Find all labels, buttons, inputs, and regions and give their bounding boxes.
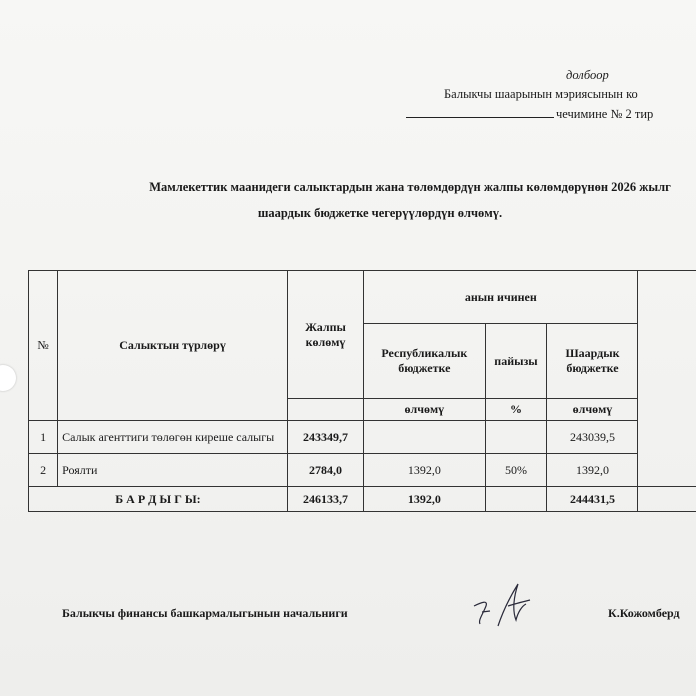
row-total: 243349,7 [287,421,363,454]
deductions-table [28,270,696,512]
row-no: 1 [29,421,58,454]
header-total-volume: Жалпы көлөмү [287,271,363,399]
punch-hole [0,365,16,391]
decision-date-blank [406,107,554,118]
signatory-position: Балыкчы финансы башкармалыгынын начальниги [62,606,348,620]
row-republic: 1392,0 [364,454,485,487]
approval-line-3 [406,105,696,124]
header-no: № [29,271,58,421]
document-title [0,175,696,226]
row-city: 243039,5 [547,421,638,454]
header-unit-amount-2: өлчөмү [547,399,638,421]
approval-block [406,66,696,124]
header-unit-percent: % [485,399,547,421]
table-row [29,421,696,454]
row-total: 2784,0 [287,454,363,487]
total-republic: 1392,0 [364,487,485,512]
approval-line-2: Балыкчы шаарынын мэриясынын ко [444,87,638,102]
total-percent [485,487,547,512]
header-tax-type: Салыктын түрлөрү [58,271,288,421]
handwritten-signature [468,576,538,636]
total-label: Б А Р Д Ы Г Ы: [29,487,288,512]
row-percent: 50% [485,454,547,487]
header-share: пайызы [485,324,547,399]
total-city: 244431,5 [547,487,638,512]
table-total-row [29,487,696,512]
row-percent [485,421,547,454]
row-type: Салык агенттиги төлөгөн киреше салыгы [58,421,288,454]
approval-line-3-text: чечимине № 2 тир [556,106,654,121]
table-row [29,454,696,487]
total-volume: 246133,7 [287,487,363,512]
cut-off-column [638,271,696,487]
row-type: Роялти [58,454,288,487]
total-cut-off [638,487,696,512]
title-line-1: Мамлекеттик маанидеги салыктардын жана төлөмдөрдүн жалпы көлөмдөрүнөн 2026 жылг [149,180,671,194]
header-of-which: анын ичинен [364,271,638,324]
header-city-budget: Шаардык бюджетке [547,324,638,399]
row-no: 2 [29,454,58,487]
approval-label: долбоор [566,68,609,82]
table-header-row-1 [29,271,696,324]
title-line-2: шаардык бюджетке чегерүүлөрдүн өлчөмү. [257,205,503,220]
header-unit-amount: өлчөмү [364,399,485,421]
signatory-name: К.Кожомберд [608,606,680,620]
row-city: 1392,0 [547,454,638,487]
header-unit-blank [287,399,363,421]
row-republic [364,421,485,454]
header-republic-budget: Республикалык бюджетке [364,324,485,399]
